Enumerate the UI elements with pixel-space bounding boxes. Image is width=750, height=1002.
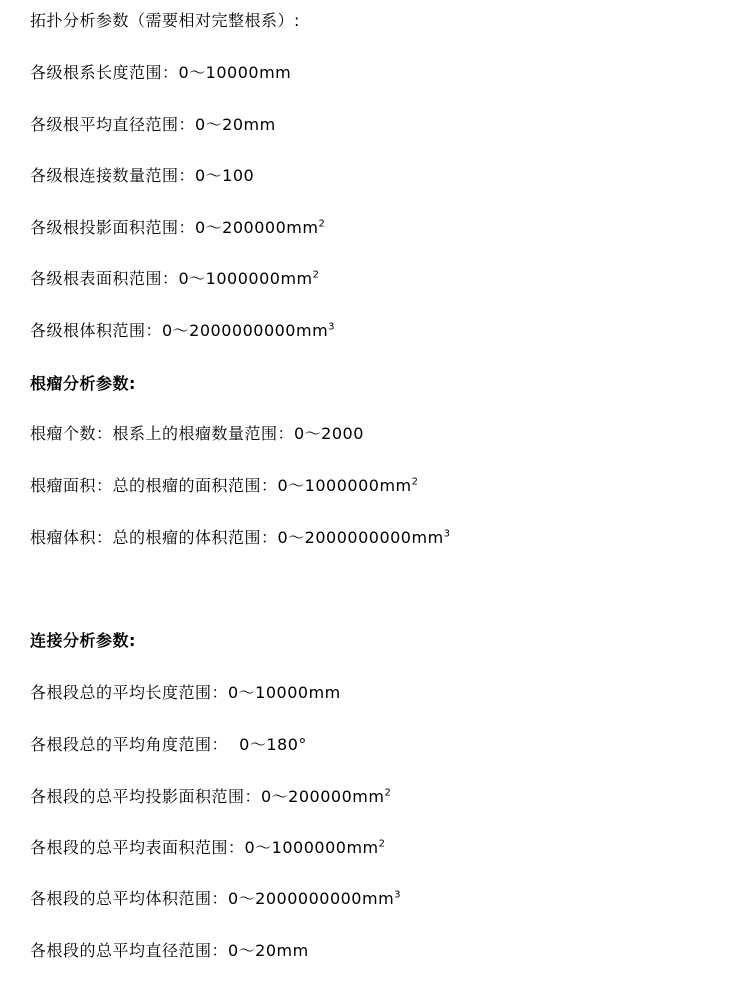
superscript: 3 (443, 528, 451, 540)
superscript: 2 (378, 838, 386, 850)
nodule-item-area: 根瘤面积：总的根瘤的面积范围：$0\sim 1000000mm^2$ (30, 476, 419, 495)
topology-item-projected-area: 各级根投影面积范围：$0\sim 200000mm^2$ (30, 218, 326, 237)
superscript: 3 (394, 889, 402, 901)
topology-item-connections: 各级根连接数量范围：0～100 (30, 166, 255, 185)
superscript: 2 (312, 269, 320, 281)
superscript: 3 (328, 321, 336, 333)
superscript: 2 (411, 476, 419, 488)
connection-item-diameter: 各根段的总平均直径范围：0～20mm (30, 941, 309, 960)
connection-heading: 连接分析参数: (30, 631, 136, 650)
nodule-heading: 根瘤分析参数: (30, 374, 136, 393)
topology-item-length: 各级根系长度范围：0～10000mm (30, 63, 292, 82)
nodule-item-volume: 根瘤体积：总的根瘤的体积范围：$0\sim 2000000000mm^3$ (30, 528, 451, 547)
connection-item-length: 各根段总的平均长度范围：0～10000mm (30, 683, 341, 702)
topology-item-surface-area: 各级根表面积范围：$0\sim 1000000mm^2$ (30, 269, 320, 288)
topology-item-diameter: 各级根平均直径范围：0～20mm (30, 115, 276, 134)
topology-heading: 拓扑分析参数（需要相对完整根系）: (30, 11, 300, 30)
superscript: 2 (318, 218, 326, 230)
nodule-item-count: 根瘤个数：根系上的根瘤数量范围：0～2000 (30, 424, 364, 443)
superscript: 2 (384, 787, 392, 799)
connection-item-projected-area: 各根段的总平均投影面积范围：$0\sim 200000mm^2$ (30, 787, 392, 806)
connection-item-surface-area: 各根段的总平均表面积范围：$0\sim 1000000mm^2$ (30, 838, 386, 857)
topology-item-volume: 各级根体积范围：$0\sim 2000000000mm^3$ (30, 321, 336, 340)
connection-item-angle: 各根段总的平均角度范围： 0～180° (30, 735, 307, 754)
connection-item-volume: 各根段的总平均体积范围：$0\sim 2000000000mm^3$ (30, 889, 402, 908)
